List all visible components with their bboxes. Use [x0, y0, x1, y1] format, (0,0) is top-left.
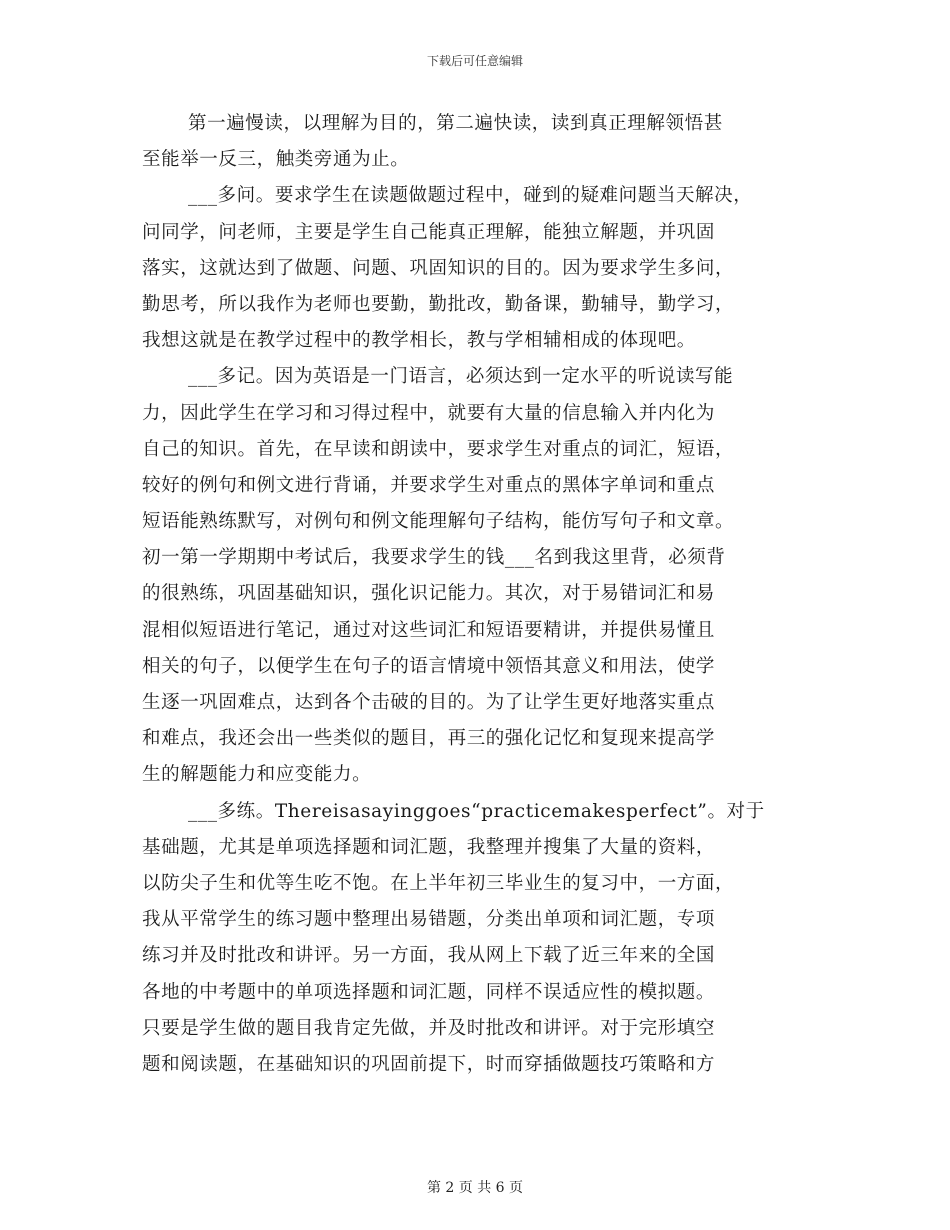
page-number: 第 2 页 共 6 页: [426, 1180, 524, 1196]
text-line: 生的解题能力和应变能力。: [142, 764, 372, 786]
text-line: 自己的知识。首先，在早读和朗读中，要求学生对重点的词汇，短语，: [142, 438, 735, 460]
text-line: 以防尖子生和优等生吃不饱。在上半年初三毕业生的复习中，一方面，: [142, 872, 735, 894]
text-line: 勤思考，所以我作为老师也要勤，勤批改，勤备课，勤辅导，勤学习，: [142, 293, 735, 315]
text-line: 各地的中考题中的单项选择题和词汇题，同样不误适应性的模拟题。: [142, 981, 716, 1003]
text-line: 的很熟练，巩固基础知识，强化识记能力。其次，对于易错词汇和易: [142, 583, 716, 605]
text-line: ___多练。Thereisasayinggoes“practicemakesperfect”。对于: [188, 800, 765, 822]
page-header: 下载后可任意编辑: [426, 54, 523, 68]
text-line: 我想这就是在教学过程中的教学相长，教与学相辅相成的体现吧。: [142, 330, 696, 352]
text-line: ___多问。要求学生在读题做题过程中，碰到的疑难问题当天解决，: [188, 185, 753, 207]
text-line: 相关的句子，以便学生在句子的语言情境中领悟其意义和用法，使学: [142, 655, 716, 677]
text-line: 第一遍慢读，以理解为目的，第二遍快读，读到真正理解领悟甚: [188, 113, 723, 134]
text-line: 至能举一反三，触类旁通为止。: [142, 149, 410, 171]
text-line: 落实，这就达到了做题、问题、巩固知识的目的。因为要求学生多问，: [142, 257, 735, 279]
text-line: 初一第一学期期中考试后，我要求学生的钱___名到我这里背，必须背: [142, 547, 726, 569]
text-line: 练习并及时批改和讲评。另一方面，我从网上下载了近三年来的全国: [142, 945, 716, 967]
text-line: ___多记。因为英语是一门语言，必须达到一定水平的听说读写能: [188, 366, 734, 388]
text-line: 力，因此学生在学习和习得过程中，就要有大量的信息输入并内化为: [142, 402, 716, 424]
text-line: 只要是学生做的题目我肯定先做，并及时批改和讲评。对于完形填空: [142, 1017, 716, 1039]
text-line: 混相似短语进行笔记，通过对这些词汇和短语要精讲，并提供易懂且: [142, 619, 716, 641]
text-line: 和难点，我还会出一些类似的题目，再三的强化记忆和复现来提高学: [142, 728, 716, 750]
document-body: [142, 106, 814, 1083]
text-line: 生逐一巩固难点，达到各个击破的目的。为了让学生更好地落实重点: [142, 692, 716, 713]
text-line: 题和阅读题，在基础知识的巩固前提下，时而穿插做题技巧策略和方: [142, 1053, 716, 1075]
text-line: 较好的例句和例文进行背诵，并要求学生对重点的黑体字单词和重点: [142, 474, 716, 496]
text-line: 问同学，问老师，主要是学生自己能真正理解，能独立解题，并巩固: [142, 221, 716, 243]
text-line: 短语能熟练默写，对例句和例文能理解句子结构，能仿写句子和文章。: [142, 511, 735, 533]
text-line: 基础题，尤其是单项选择题和词汇题，我整理并搜集了大量的资料，: [142, 836, 716, 858]
text-line: 我从平常学生的练习题中整理出易错题，分类出单项和词汇题，专项: [142, 909, 716, 931]
